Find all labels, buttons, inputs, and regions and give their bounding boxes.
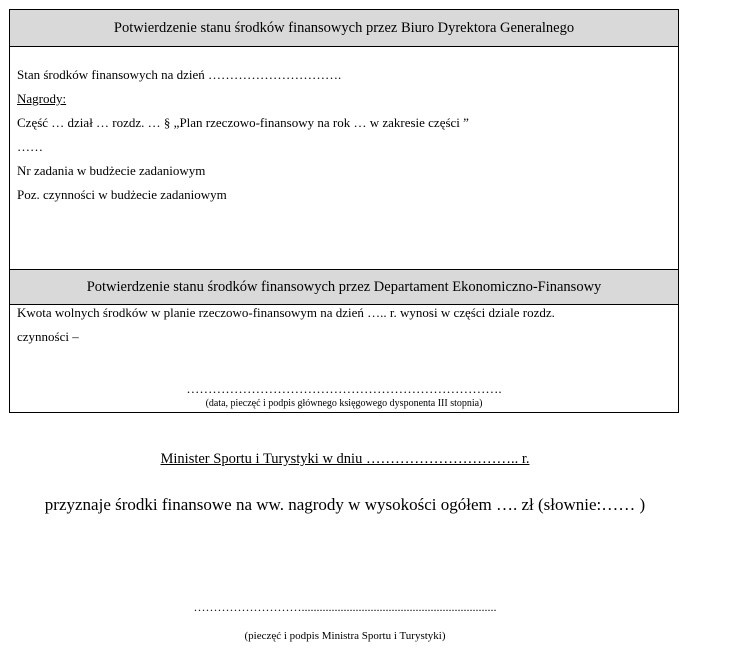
departament-section-header — [10, 269, 678, 305]
czynnosci-line: czynności – — [17, 329, 79, 344]
departament-signature-dots: ………………………………………………………………. — [186, 381, 502, 396]
nagrody-label: Nagrody: — [17, 91, 67, 106]
minister-grant-line: przyznaje środki finansowe na ww. nagrody w wysokości ogółem …. zł (słownie:…… ) — [44, 495, 646, 514]
confirmation-form-box — [9, 9, 679, 413]
departament-header-text: Potwierdzenie stanu środków finansowych przez Departament Ekonomiczno-Finansowy — [86, 278, 602, 295]
biuro-section-header — [10, 10, 678, 47]
minister-signature-caption: (pieczęć i podpis Ministra Sportu i Turystyki) — [244, 630, 446, 642]
czesc-line: Część … dział … rozdz. … § „Plan rzeczowo-finansowy na rok … w zakresie części ” — [17, 115, 469, 130]
biuro-section — [10, 47, 678, 269]
stan-line: Stan środków finansowych na dzień …………………………. — [17, 67, 342, 82]
dots-line: …… — [17, 139, 43, 154]
biuro-header-text: Potwierdzenie stanu środków finansowych przez Biuro Dyrektora Generalnego — [113, 19, 575, 36]
departament-signature-caption: (data, pieczęć i podpis głównego księgowego dysponenta III stopnia) — [205, 398, 483, 409]
minister-signature-dots: ………………………................................................................. — [193, 600, 497, 614]
poz-czynnosci-line: Poz. czynności w budżecie zadaniowym — [17, 187, 227, 202]
minister-date-line: Minister Sportu i Turystyki w dniu ………………………….. r. — [160, 451, 530, 467]
nr-zadania-line: Nr zadania w budżecie zadaniowym — [17, 163, 206, 178]
kwota-line: Kwota wolnych środków w planie rzeczowo-finansowym na dzień ….. r. wynosi w części dziale rozdz. — [17, 305, 555, 320]
departament-section — [10, 305, 678, 414]
